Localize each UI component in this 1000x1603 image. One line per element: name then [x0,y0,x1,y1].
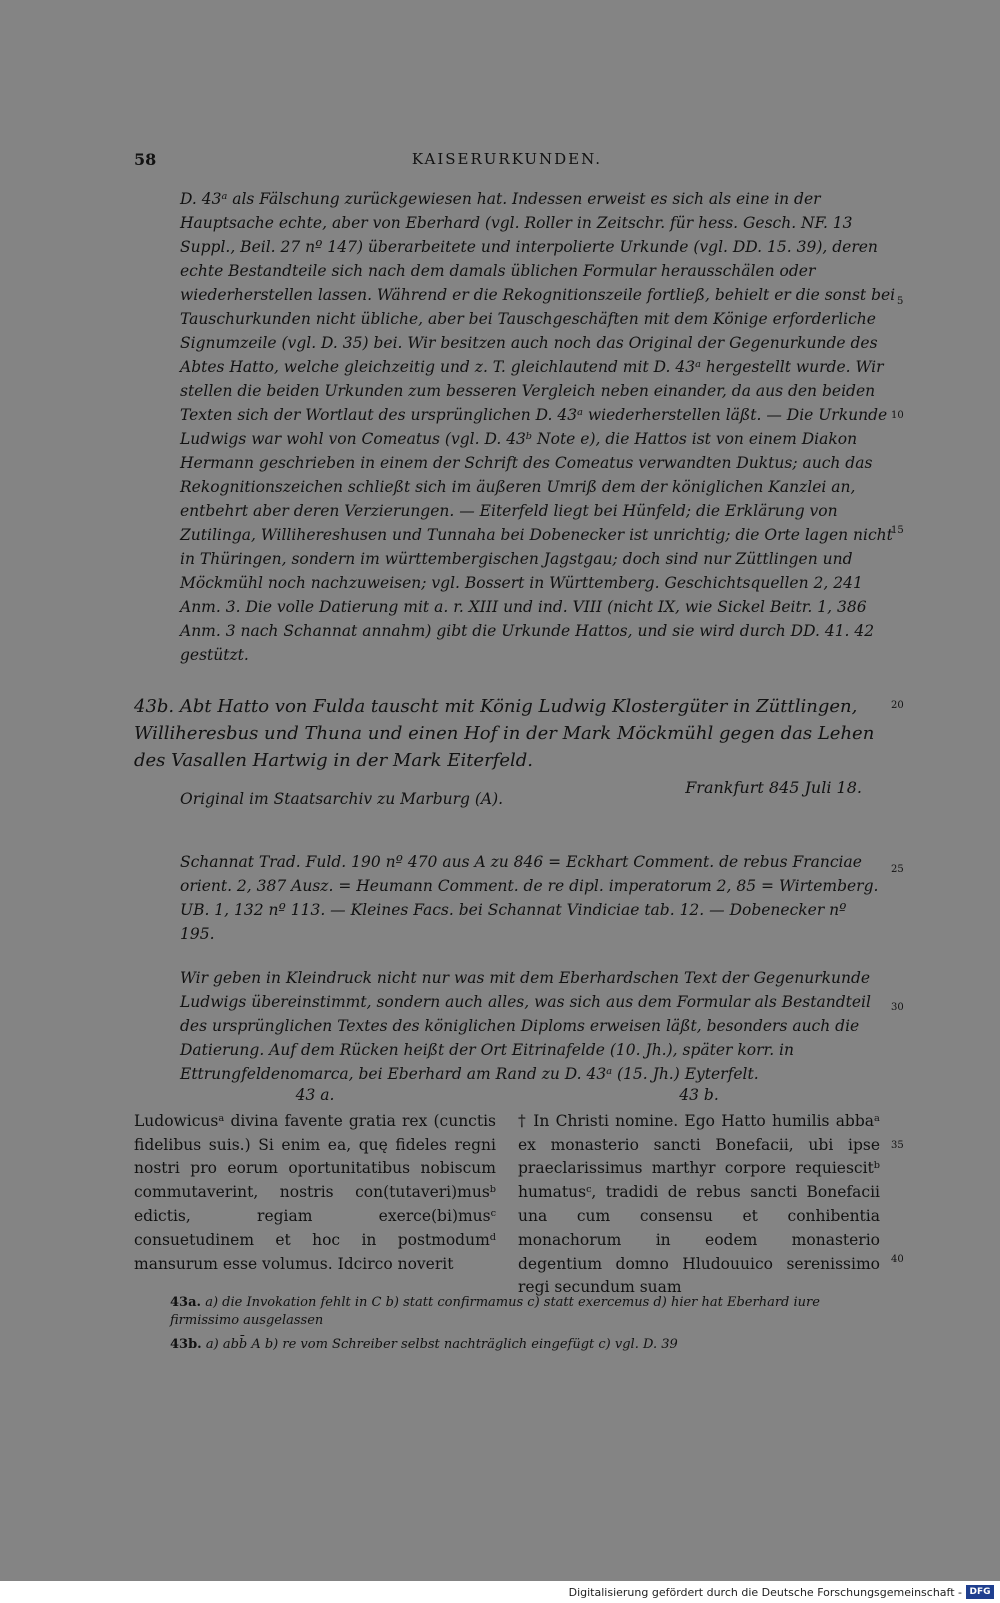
page-header [134,150,880,174]
page-number: 58 [134,150,157,169]
line-number: 35 [891,1140,904,1151]
footnote-text: a) die Invokation fehlt in C b) statt confirmamus c) statt exercemus d) hier hat Eberhard iure firmissimo ausgelassen [170,1295,820,1328]
line-number: 10 [891,410,904,421]
line-number: 40 [891,1254,904,1265]
footnote-43a [170,1294,884,1330]
column-text: Ludowicusᵃ divina favente gratia rex (cunctis fidelibus suis.) Si enim ea, quę fideles regni nostri pro eorum oportunitatibus nobiscum commutaverint, nostris con(tutaveri)musᵇ edictis, regiam exerce(bi)musᶜ consuetudinem et hoc in postmodumᵈ mansurum esse volumus. Idcirco noverit [134,1111,496,1273]
remarks-text: Wir geben in Kleindruck nicht nur was mit dem Eberhardschen Text der Gegenurkunde Ludwigs übereinstimmt, sondern auch alles, was sich aus dem Formular als Bestandteil des ursprünglichen Textes des königlichen Diploms erweisen läßt, besonders auch die Datierung. Auf dem Rücken heißt der Ort Eitrinafelde (10. Jh.), später korr. in Ettrungfeldenomarca, bei Eberhard am Rand zu D. 43ᵃ (15. Jh.) Eyterfelt. [180,969,871,1083]
parallel-texts [134,1084,880,1297]
line-number: 30 [891,1002,904,1013]
funding-footer [0,1581,1000,1603]
footnote-label: 43b. [170,1337,202,1352]
line-number: 15 [891,525,904,536]
charter-heading: 43b. Abt Hatto von Fulda tauscht mit König Ludwig Klostergüter in Züttlingen, Williheresbus und Thuna und einen Hof in der Mark Möckmühl gegen das Lehen des Vasallen Hartwig in der Mark Eiterfeld. [134,696,875,771]
column-text: † In Christi nomine. Ego Hatto humilis abbaᵃ ex monasterio sancti Bonefacii, ubi ipse praeclarissimus marthyr corpore requiescitᵇ humatusᶜ, tradidi de rebus sancti Bonefacii una cum consensu et conhibentia monachorum in eodem monasterio degentium domno Hludouuico serenissimo regi secundum suam [518,1111,880,1297]
editions-text: Schannat Trad. Fuld. 190 nº 470 aus A zu 846 = Eckhart Comment. de rebus Franciae orient. 2, 387 Ausz. = Heumann Comment. de re dipl. imperatorum 2, 85 = Wirtemberg. UB. 1, 132 nº 113. — Kleines Facs. bei Schannat Vindiciae tab. 12. — Dobenecker nº 195. [180,853,879,943]
footnote-text: a) abb̄ A b) re vom Schreiber selbst nachträglich eingefügt c) vgl. D. 39 [205,1337,678,1352]
remarks-paragraph [180,966,880,1086]
footnotes [170,1294,884,1360]
column-title: 43 a. [295,1086,335,1104]
column-title: 43 b. [679,1086,719,1104]
line-number: 20 [891,700,904,711]
column-43a [134,1084,496,1276]
footnote-43b [170,1336,884,1354]
intro-text: D. 43ᵃ als Fälschung zurückgewiesen hat. Indessen erweist es sich als eine in der Hauptsache echte, aber von Eberhard (vgl. Roller in Zeitschr. für hess. Gesch. NF. 13 Suppl., Beil. 27 nº 147) überarbeitete und interpolierte Urkunde (vgl. DD. 15. 39), deren echte Bestandteile sich nach dem damals üblichen Formular herausschälen oder wiederherstellen lassen. Während er die Rekognitionszeile fortließ, behielt er die sonst bei Tauschurkunden nicht übliche, aber bei Tauschgeschäften mit dem Könige erforderliche Signumzeile (vgl. D. 35) bei. Wir besitzen auch noch das Original der Gegenurkunde des Abtes Hatto, welche gleichzeitig und z. T. gleichlautend mit D. 43ᵃ hergestellt wurde. Wir stellen die beiden Urkunden zum besseren Vergleich neben einander, da aus den beiden Texten sich der Wortlaut des ursprünglichen D. 43ᵃ wiederherstellen läßt. — Die Urkunde Ludwigs war wohl von Comeatus (vgl. D. 43ᵇ Note e), die Hattos ist von einem Diakon Hermann geschrieben in einem der Schrift des Comeatus verwandten Duktus; auch das Rekognitionszeichen schließt sich im äußeren Umriß dem der königlichen Kanzlei an, entbehrt aber deren Verzierungen. — Eiterfeld liegt bei Hünfeld; die Erklärung von Zutilinga, Willihereshusen und Tunnaha bei Dobenecker ist unrichtig; die Orte lagen nicht in Thüringen, sondern im württembergischen Jagstgau; doch sind nur Züttlingen und Möckmühl noch nachzuweisen; vgl. Bossert in Württemberg. Geschichtsquellen 2, 241 Anm. 3. Die volle Datierung mit a. r. XIII und ind. VIII (nicht IX, wie Sickel Beitr. 1, 386 Anm. 3 nach Schannat annahm) gibt die Urkunde Hattos, und sie wird durch DD. 41. 42 gestützt. [180,190,896,664]
charter-date: Frankfurt 845 Juli 18. [685,778,862,797]
funding-text: Digitalisierung gefördert durch die Deutsche Forschungsgemeinschaft - [568,1586,962,1599]
intro-paragraph [180,187,900,667]
editions-paragraph [180,850,880,946]
running-title: KAISERURKUNDEN. [411,150,603,168]
line-number: 25 [891,864,904,875]
footnote-label: 43a. [170,1295,202,1310]
line-number: 5 [897,296,904,307]
column-43b [518,1084,880,1300]
original-source: Original im Staatsarchiv zu Marburg (A). [180,790,504,808]
dfg-logo: DFG [966,1585,994,1599]
charter-entry [134,693,880,801]
